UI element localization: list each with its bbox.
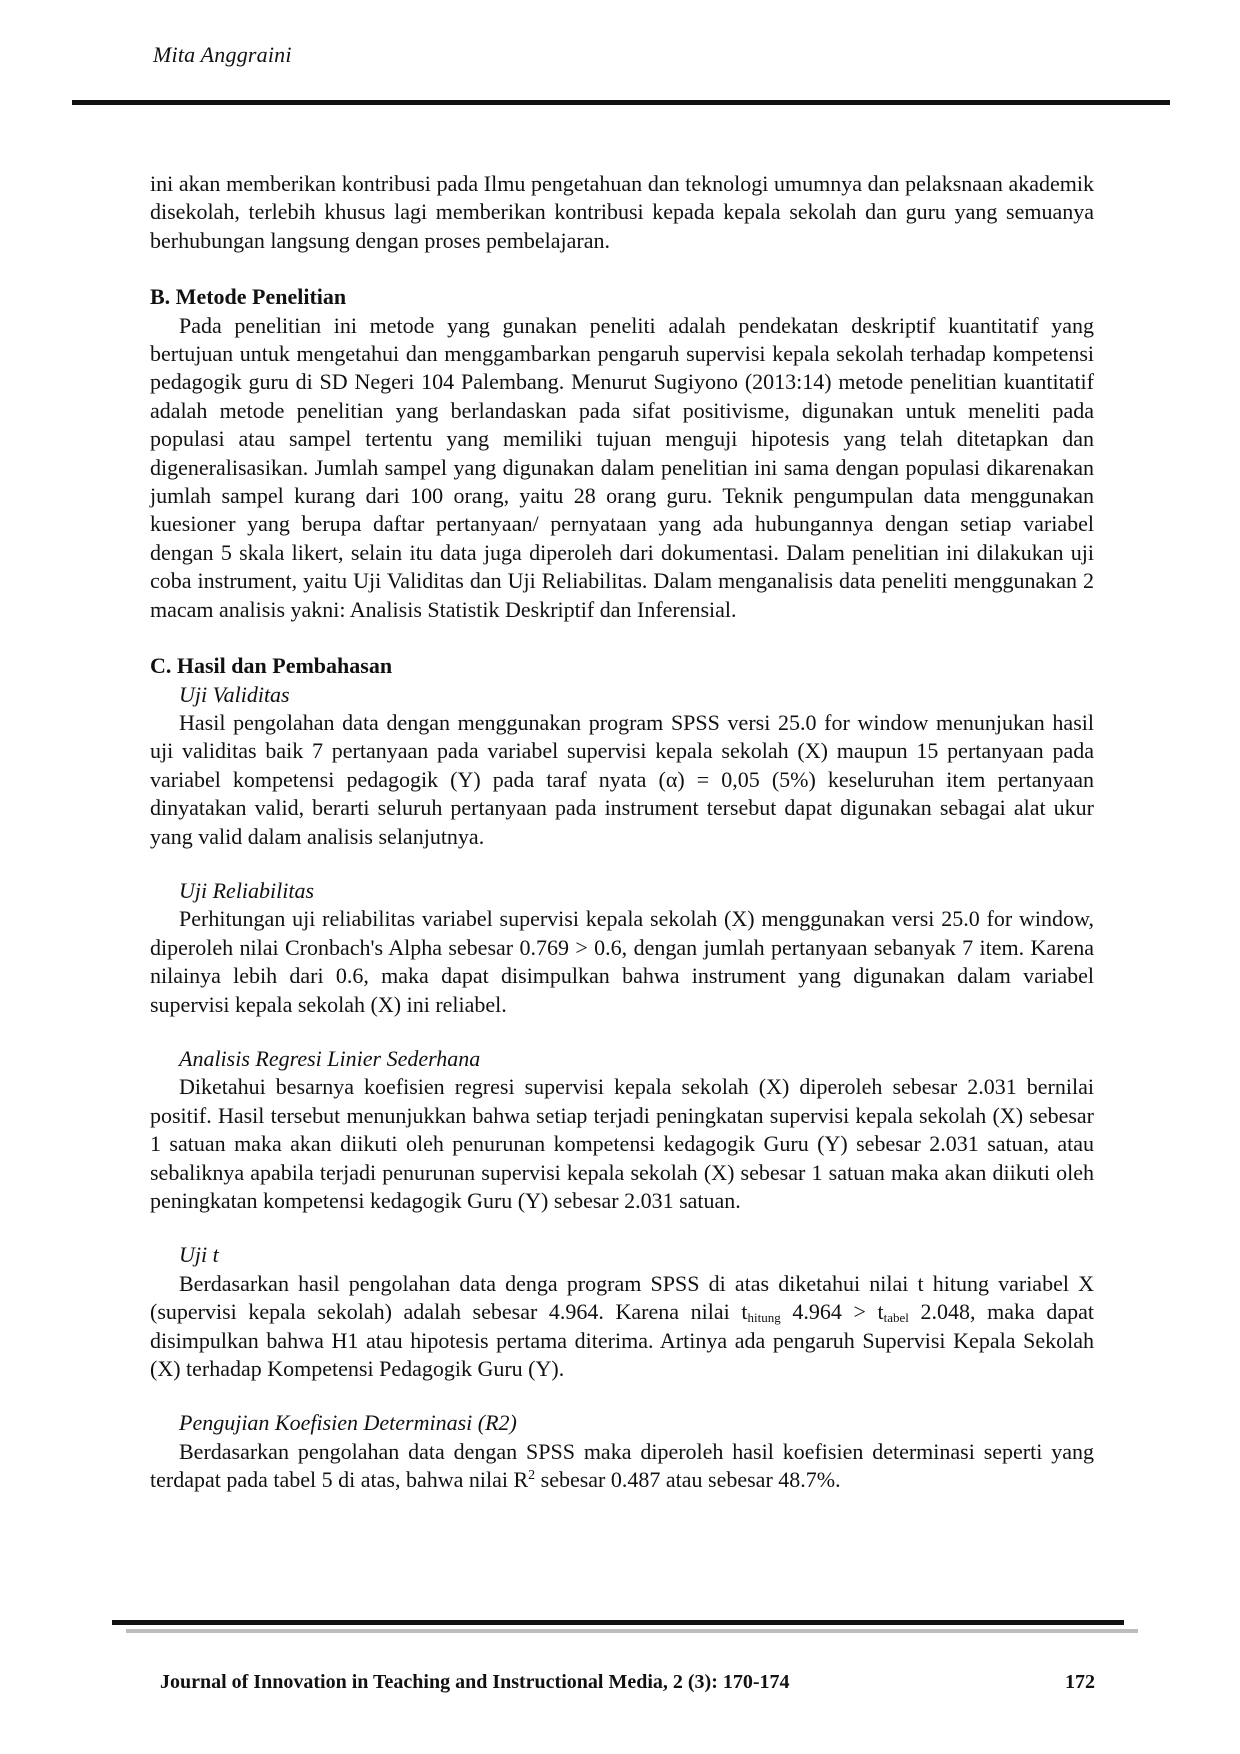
t-hitung-subscript: hitung [747,1310,781,1326]
section-b-paragraph: Pada penelitian ini metode yang gunakan peneliti adalah pendekatan deskriptif kuantitatif yang bertujuan untuk mengetahui dan menggambarkan pengaruh supervisi kepala sekolah terhadap kompetensi pedagogik guru di SD Negeri 104 Palembang. Menurut Sugiyono (2013:14) metode penelitian kuantitatif adalah metode penelitian yang berlandaskan pada sifat positivisme, digunakan untuk meneliti pada populasi atau sampel tertentu yang memiliki tujuan menguji hipotesis yang telah ditetapkan dan digeneralisasikan. Jumlah sampel yang digunakan dalam penelitian ini sama dengan populasi dikarenakan jumlah sampel kurang dari 100 orang, yaitu 28 orang guru. Teknik pengumpulan data menggunakan kuesioner yang berupa daftar pertanyaan/ pernyataan yang ada hubungannya dengan setiap variabel dengan 5 skala likert, selain itu data juga diperoleh dari dokumentasi. Dalam penelitian ini dilakukan uji coba instrument, yaitu Uji Validitas dan Uji Reliabilitas. Dalam menganalisis data peneliti menggunakan 2 macam analisis yakni: Analisis Statistik Deskriptif dan Inferensial. [150,312,1094,622]
validitas-title: Uji Validitas [179,681,290,707]
running-head-author: Mita Anggraini [153,42,292,67]
determinasi-text-2: sebesar 0.487 atau sebesar 48.7%. [535,1467,841,1493]
regresi-paragraph: Diketahui besarnya koefisien regresi supervisi kepala sekolah (X) diperoleh sebesar 2.031 bernilai positif. Hasil tersebut menunjukkan bahwa setiap terjadi peningkatan supervisi kepala sekolah (X) sebesar 1 satuan maka akan diikuti oleh penurunan kompetensi kedagogik Guru (Y) sebesar 2.031 satuan, atau sebaliknya apabila terjadi penurunan supervisi kepala sekolah (X) sebesar 1 satuan maka akan diikuti oleh peningkatan kompetensi kedagogik Guru (Y) sebesar 2.031 satuan. [150,1074,1094,1213]
footer-rule-shadow [126,1629,1138,1633]
r-squared-superscript: 2 [528,1468,536,1484]
footer-rule [112,1620,1124,1625]
page-body [150,170,1094,1495]
reliabilitas-title: Uji Reliabilitas [179,877,315,903]
uji-t-text-2: 4.964 > t [780,1299,884,1325]
validitas-paragraph: Hasil pengolahan data dengan menggunakan program SPSS versi 25.0 for window menunjukan hasil uji validitas baik 7 pertanyaan pada variabel supervisi kepala sekolah (X) maupun 15 pertanyaan pada variabel kompetensi pedagogik (Y) pada taraf nyata (α) = 0,05 (5%) keseluruhan item pertanyaan dinyatakan valid, berarti seluruh pertanyaan pada instrument tersebut dapat digunakan sebagai alat ukur yang valid dalam analisis selanjutnya. [150,709,1094,849]
intro-paragraph: ini akan memberikan kontribusi pada Ilmu pengetahuan dan teknologi umumnya dan pelaksnaan akademik disekolah, terlebih khusus lagi memberikan kontribusi kepada kepala sekolah dan guru yang semuanya berhubungan langsung dengan proses pembelajaran. [150,171,1094,253]
reliabilitas-paragraph: Perhitungan uji reliabilitas variabel supervisi kepala sekolah (X) menggunakan versi 25.0 for window, diperoleh nilai Cronbach's Alpha sebesar 0.769 > 0.6, dengan jumlah pertanyaan sebanyak 7 item. Karena nilainya lebih dari 0.6, maka dapat disimpulkan bahwa instrument yang digunakan dalam variabel supervisi kepala sekolah (X) ini reliabel. [150,906,1094,1017]
section-b-heading: B. Metode Penelitian [150,284,347,310]
determinasi-paragraph [150,1438,1094,1495]
uji-t-text-1: Berdasarkan hasil pengolahan data denga program SPSS di atas diketahui nilai t hitung variabel X (supervisi kepala sekolah) adalah sebesar 4.964. Karena nilai t [150,1270,1094,1325]
page-footer [160,1671,1100,1694]
journal-citation: Journal of Innovation in Teaching and Instructional Media, 2 (3): 170-174 [160,1671,790,1693]
uji-t-title: Uji t [179,1242,219,1268]
page-number: 172 [1065,1671,1095,1693]
determinasi-title: Pengujian Koefisien Determinasi (R2) [179,1410,517,1436]
regresi-title: Analisis Regresi Linier Sederhana [179,1045,481,1071]
uji-t-paragraph [150,1270,1094,1384]
t-tabel-subscript: tabel [883,1310,909,1326]
determinasi-text-1: Berdasarkan pengolahan data dengan SPSS maka diperoleh hasil koefisien determinasi seperti yang terdapat pada tabel 5 di atas, bahwa nilai R [150,1438,1094,1493]
section-c-heading: C. Hasil dan Pembahasan [150,653,393,679]
header-rule [72,100,1170,105]
uji-t-text-3: 2.048, maka dapat disimpulkan bahwa H1 atau hipotesis pertama diterima. Artinya ada pengaruh Supervisi Kepala Sekolah (X) terhadap Kompetensi Pedagogik Guru (Y). [150,1299,1094,1382]
